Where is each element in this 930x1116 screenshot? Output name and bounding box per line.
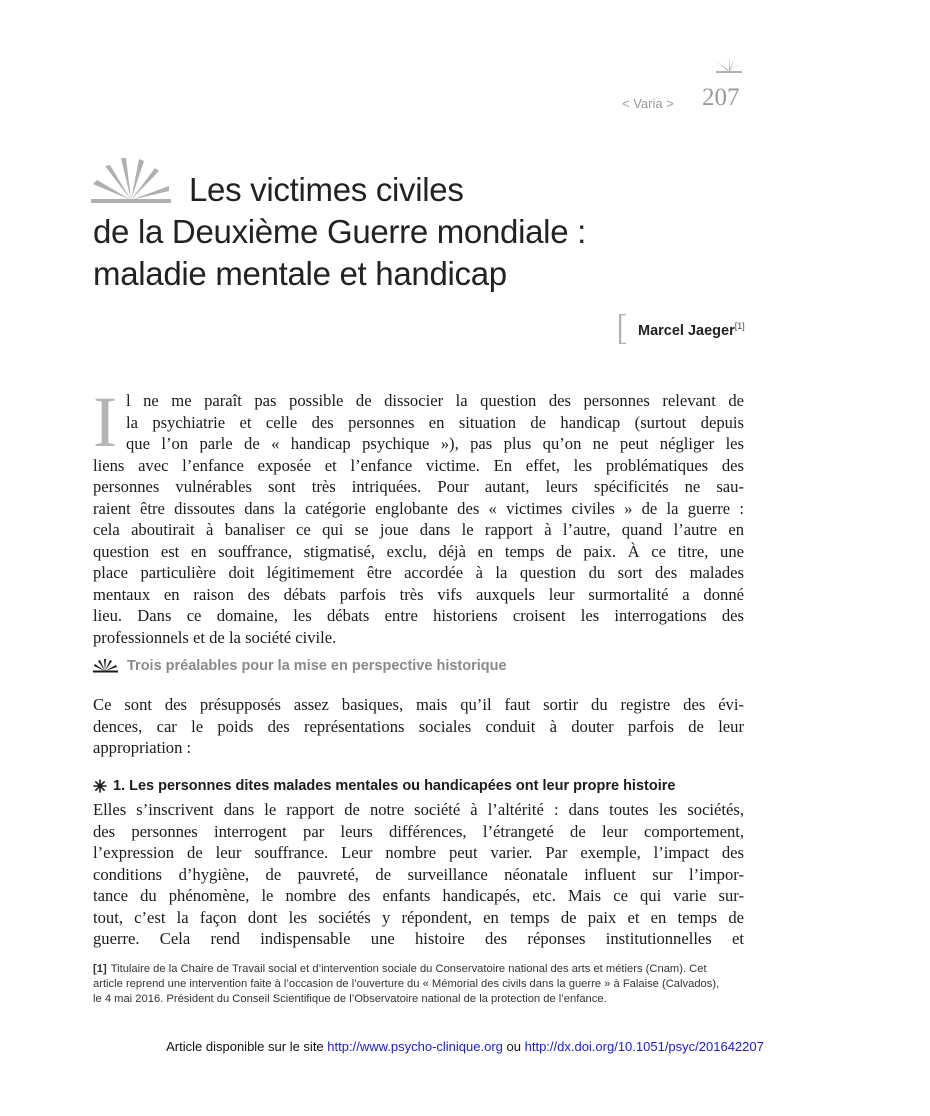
text-line: l’expression de leur souffrance. Leur nombre peut varier. Par exemple, l’impact des — [93, 843, 744, 862]
starburst-icon — [93, 779, 107, 793]
text-line: mentaux en raison des débats parfois très vifs auxquels leur surmortalité a donné — [93, 584, 744, 604]
author-name: Marcel Jaeger — [638, 322, 735, 339]
text-line: dences, car le poids des représentations sociales conduit à douter parfois de leur — [93, 716, 744, 736]
site-link[interactable]: http://www.psycho-clinique.org — [327, 1039, 503, 1054]
text-line: tance du phénomène, le nombre des enfants handicapés, etc. Mais ce qui varie sur- — [93, 886, 744, 905]
text-line: cela aboutirait à banaliser ce qui se joue dans le rapport à l’autre, quand l’autre en — [93, 520, 744, 539]
text-line: que l’on parle de « handicap psychique »), pas plus qu’on ne peut négliger les — [126, 434, 744, 453]
title-line: Les victimes civiles — [189, 171, 464, 208]
footnote-mark: [1] — [93, 963, 107, 975]
footer-middle: ou — [506, 1039, 521, 1054]
text-line: tout, c’est la façon dont les sociétés y répondent, en temps de paix et en temps de — [93, 907, 744, 927]
title-line: maladie mentale et handicap — [93, 255, 507, 292]
text-line: place particulière doit légitimement être accordée à la question du sort des malades — [93, 563, 744, 582]
leaf-fan-icon — [93, 659, 119, 673]
footnote-line — [93, 962, 744, 977]
text-line: professionnels et de la société civile. — [93, 627, 337, 647]
page-number: 207 — [702, 84, 740, 111]
footnote-text: Titulaire de la Chaire de Travail social et d’intervention sociale du Conservatoire national des arts et métiers (Cnam). Cet — [110, 963, 707, 975]
footer-prefix: Article disponible sur le site — [166, 1039, 324, 1054]
drop-cap: I — [93, 382, 117, 462]
text-line: appropriation : — [93, 738, 192, 757]
subsection-heading-text: 1. Les personnes dites malades mentales ou handicapées ont leur propre histoire — [113, 778, 676, 794]
text-line: l ne me paraît pas possible de dissocier la question des personnes relevant de — [126, 391, 744, 410]
subsection-heading — [93, 778, 675, 794]
text-line: Ce sont des présupposés assez basiques, mais qu’il faut sortir du registre des évi- — [93, 695, 744, 714]
leaf-fan-icon — [714, 54, 744, 74]
subsection-paragraph — [93, 799, 744, 950]
section-heading — [93, 658, 507, 674]
section-heading-text: Trois préalables pour la mise en perspective historique — [127, 658, 507, 674]
intro-paragraph — [93, 390, 744, 648]
text-line: question est en souffrance, stigmatisé, exclu, déjà en temps de paix. À ce titre, une — [93, 541, 744, 561]
text-line: la psychiatrie et celle des personnes en situation de handicap (surtout depuis — [126, 412, 744, 432]
footnote-line: article reprend une intervention faite à l’occasion de l’ouverture du « Mémorial des civils dans la guerre » à Falaise (Calvados), — [93, 978, 720, 990]
text-line: raient être dissoutes dans la catégorie englobante des « victimes civiles » de la guerre : — [93, 498, 744, 518]
text-line: guerre. Cela rend indispensable une histoire des réponses institutionnelles et — [93, 929, 744, 948]
text-line: liens avec l’enfance exposée et l’enfance victime. En effet, les problématiques des — [93, 455, 744, 475]
footnote — [93, 962, 744, 1007]
title-line: de la Deuxième Guerre mondiale : — [93, 213, 586, 250]
text-line: personnes vulnérables sont très intriquées. Pour autant, leurs spécificités ne sau- — [93, 477, 744, 496]
text-line: conditions d’hygiène, de pauvreté, de surveillance néonatale influent sur l’impor- — [93, 864, 744, 884]
text-line: des personnes interrogent par leurs différences, l’étrangeté de leur comportement, — [93, 821, 744, 841]
text-line: Elles s’inscrivent dans le rapport de notre société à l’altérité : dans toutes les sociétés, — [93, 800, 744, 819]
author-byline — [638, 321, 745, 339]
bracket-icon — [619, 314, 627, 344]
section-label: < Varia > — [622, 96, 674, 111]
doi-link[interactable]: http://dx.doi.org/10.1051/psyc/201642207 — [524, 1039, 764, 1054]
text-line: lieu. Dans ce domaine, les débats entre historiens croisent les interrogations des — [93, 606, 744, 625]
footnote-line: le 4 mai 2016. Président du Conseil Scientifique de l’Observatoire national de la protection de l’enfance. — [93, 993, 607, 1005]
availability-footer — [0, 1039, 930, 1054]
footnote-ref[interactable]: [1] — [734, 321, 745, 331]
article-title — [93, 169, 753, 295]
section-paragraph — [93, 694, 744, 759]
